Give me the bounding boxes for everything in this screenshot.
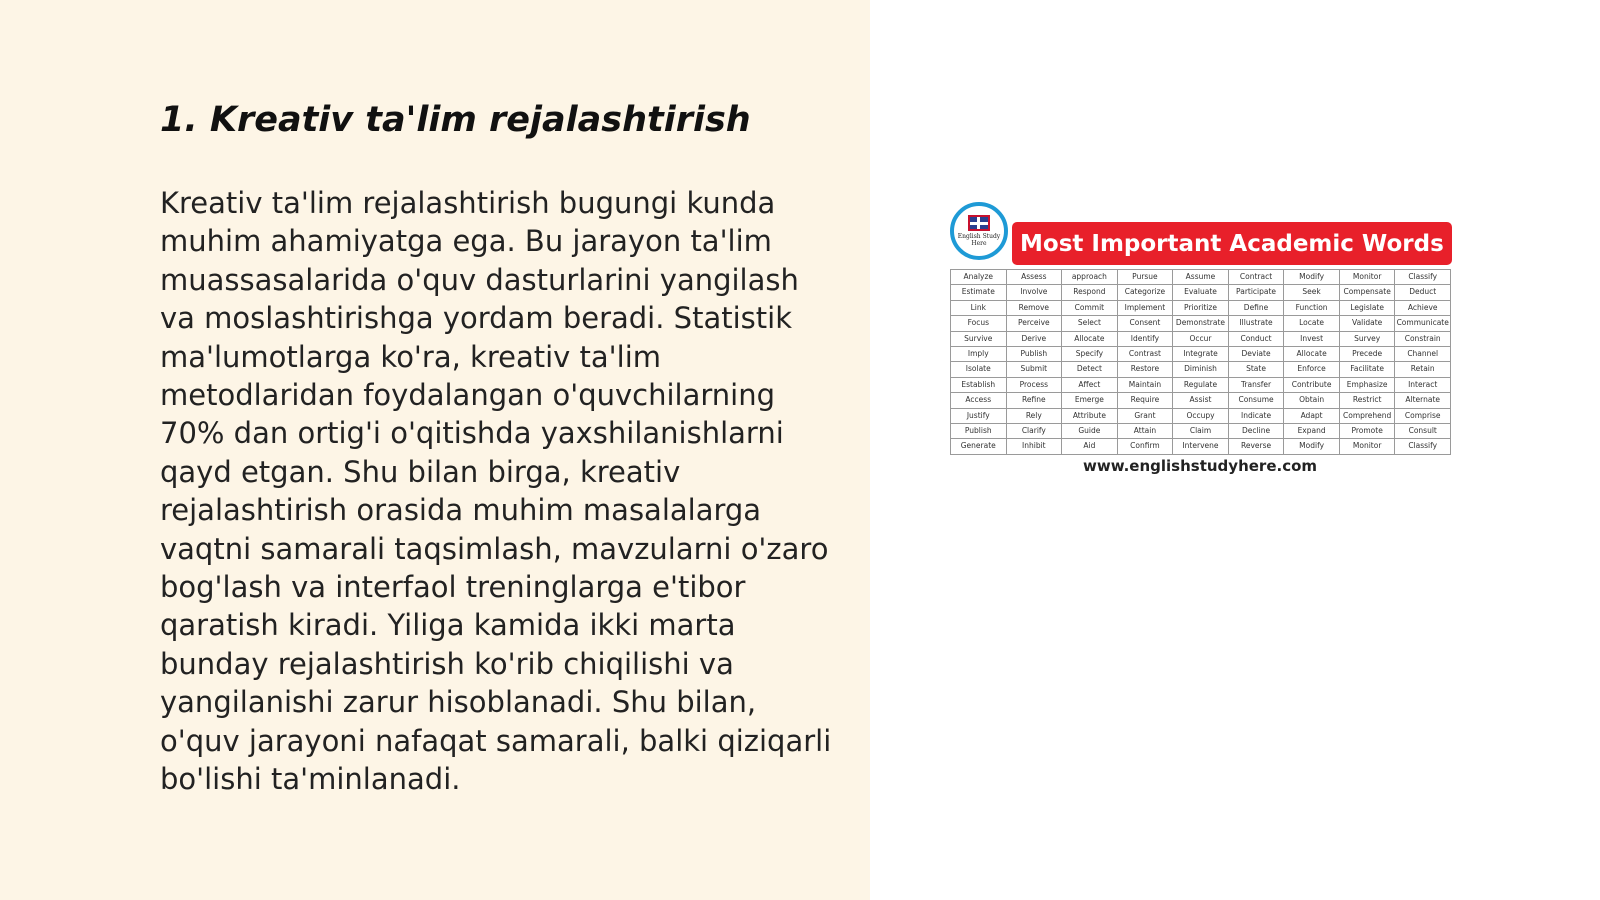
word-cell: Confirm (1118, 439, 1174, 454)
word-cell: Assist (1173, 393, 1229, 408)
word-cell: Select (1062, 316, 1118, 331)
word-cell: Classify (1395, 439, 1451, 454)
english-study-here-logo (950, 202, 1008, 260)
word-cell: Generate (951, 439, 1007, 454)
word-cell: Prioritize (1173, 301, 1229, 316)
word-cell: Contrast (1118, 347, 1174, 362)
word-cell: Alternate (1395, 393, 1451, 408)
academic-words-table (950, 269, 1451, 455)
word-cell: Respond (1062, 285, 1118, 300)
word-cell: Assess (1007, 270, 1063, 285)
word-cell: Deduct (1395, 285, 1451, 300)
word-cell: Survive (951, 332, 1007, 347)
word-cell: Restore (1118, 362, 1174, 377)
word-cell: approach (1062, 270, 1118, 285)
word-cell: Modify (1284, 439, 1340, 454)
word-cell: Implement (1118, 301, 1174, 316)
academic-words-image (950, 202, 1450, 482)
word-cell: Transfer (1229, 378, 1285, 393)
word-cell: Assume (1173, 270, 1229, 285)
word-cell: Imply (951, 347, 1007, 362)
word-cell: Survey (1340, 332, 1396, 347)
word-cell: Obtain (1284, 393, 1340, 408)
word-cell: Identify (1118, 332, 1174, 347)
word-cell: Facilitate (1340, 362, 1396, 377)
word-cell: Analyze (951, 270, 1007, 285)
word-cell: Communicate (1395, 316, 1451, 331)
word-cell: Occupy (1173, 409, 1229, 424)
word-cell: Derive (1007, 332, 1063, 347)
word-cell: Modify (1284, 270, 1340, 285)
word-cell: Attain (1118, 424, 1174, 439)
word-cell: Intervene (1173, 439, 1229, 454)
word-cell: Interact (1395, 378, 1451, 393)
word-cell: Constrain (1395, 332, 1451, 347)
word-cell: Require (1118, 393, 1174, 408)
word-cell: Establish (951, 378, 1007, 393)
word-cell: Precede (1340, 347, 1396, 362)
word-cell: Involve (1007, 285, 1063, 300)
word-cell: Comprehend (1340, 409, 1396, 424)
word-cell: Classify (1395, 270, 1451, 285)
word-cell: Conduct (1229, 332, 1285, 347)
word-cell: Adapt (1284, 409, 1340, 424)
word-cell: Retain (1395, 362, 1451, 377)
word-cell: Define (1229, 301, 1285, 316)
word-cell: Invest (1284, 332, 1340, 347)
logo-text: English Study Here (957, 233, 1001, 247)
word-cell: Enforce (1284, 362, 1340, 377)
word-cell: Aid (1062, 439, 1118, 454)
word-cell: Publish (951, 424, 1007, 439)
word-cell: Affect (1062, 378, 1118, 393)
word-cell: Publish (1007, 347, 1063, 362)
word-cell: Focus (951, 316, 1007, 331)
uk-flag-icon (968, 215, 990, 231)
word-cell: Legislate (1340, 301, 1396, 316)
word-cell: Perceive (1007, 316, 1063, 331)
slide-body-text: Kreativ ta'lim rejalashtirish bugungi kunda muhim ahamiyatga ega. Bu jarayon ta'lim muassasalarida o'quv dasturlarini yangilash va moslashtirishga yordam beradi. Statistik ma'lumotlarga ko'ra, kreativ ta'lim metodlaridan foydalangan o'quvchilarning 70% dan ortig'i o'qitishda yaxshilanishlarni qayd etgan. Shu bilan birga, kreativ rejalashtirish orasida muhim masalalarga vaqtni samarali taqsimlash, mavzularni o'zaro bog'lash va interfaol treninglarga e'tibor qaratish kiradi. Yiliga kamida ikki marta bunday rejalashtirish ko'rib chiqilishi va yangilanishi zarur hisoblanadi. Shu bilan, o'quv jarayoni nafaqat samarali, balki qiziqarli bo'lishi ta'minlanadi. (160, 186, 832, 797)
site-url-caption: www.englishstudyhere.com (1082, 457, 1318, 475)
word-cell: Contract (1229, 270, 1285, 285)
word-cell: Inhibit (1007, 439, 1063, 454)
word-cell: Channel (1395, 347, 1451, 362)
word-cell: Guide (1062, 424, 1118, 439)
word-cell: Claim (1173, 424, 1229, 439)
word-cell: Maintain (1118, 378, 1174, 393)
word-cell: Demonstrate (1173, 316, 1229, 331)
word-cell: Achieve (1395, 301, 1451, 316)
word-cell: Monitor (1340, 270, 1396, 285)
word-cell: Detect (1062, 362, 1118, 377)
word-cell: State (1229, 362, 1285, 377)
word-cell: Function (1284, 301, 1340, 316)
word-cell: Commit (1062, 301, 1118, 316)
word-cell: Promote (1340, 424, 1396, 439)
word-cell: Remove (1007, 301, 1063, 316)
word-cell: Access (951, 393, 1007, 408)
word-cell: Rely (1007, 409, 1063, 424)
word-cell: Expand (1284, 424, 1340, 439)
word-cell: Decline (1229, 424, 1285, 439)
word-cell: Consult (1395, 424, 1451, 439)
word-cell: Link (951, 301, 1007, 316)
word-cell: Restrict (1340, 393, 1396, 408)
word-cell: Process (1007, 378, 1063, 393)
word-cell: Seek (1284, 285, 1340, 300)
word-cell: Occur (1173, 332, 1229, 347)
word-cell: Participate (1229, 285, 1285, 300)
word-cell: Illustrate (1229, 316, 1285, 331)
word-cell: Clarify (1007, 424, 1063, 439)
word-cell: Allocate (1062, 332, 1118, 347)
word-cell: Estimate (951, 285, 1007, 300)
word-cell: Validate (1340, 316, 1396, 331)
word-cell: Deviate (1229, 347, 1285, 362)
word-cell: Indicate (1229, 409, 1285, 424)
word-cell: Consume (1229, 393, 1285, 408)
slide-title: 1. Kreativ ta'lim rejalashtirish (160, 100, 751, 140)
word-cell: Locate (1284, 316, 1340, 331)
word-cell: Contribute (1284, 378, 1340, 393)
word-cell: Refine (1007, 393, 1063, 408)
word-cell: Justify (951, 409, 1007, 424)
word-cell: Isolate (951, 362, 1007, 377)
word-cell: Integrate (1173, 347, 1229, 362)
word-cell: Diminish (1173, 362, 1229, 377)
word-cell: Reverse (1229, 439, 1285, 454)
word-cell: Allocate (1284, 347, 1340, 362)
word-cell: Submit (1007, 362, 1063, 377)
word-cell: Pursue (1118, 270, 1174, 285)
word-cell: Specify (1062, 347, 1118, 362)
word-cell: Regulate (1173, 378, 1229, 393)
word-cell: Grant (1118, 409, 1174, 424)
word-cell: Emphasize (1340, 378, 1396, 393)
word-cell: Evaluate (1173, 285, 1229, 300)
figure-banner-title: Most Important Academic Words (1012, 222, 1452, 265)
word-cell: Compensate (1340, 285, 1396, 300)
word-cell: Emerge (1062, 393, 1118, 408)
word-cell: Monitor (1340, 439, 1396, 454)
word-cell: Categorize (1118, 285, 1174, 300)
word-cell: Comprise (1395, 409, 1451, 424)
word-cell: Consent (1118, 316, 1174, 331)
word-cell: Attribute (1062, 409, 1118, 424)
